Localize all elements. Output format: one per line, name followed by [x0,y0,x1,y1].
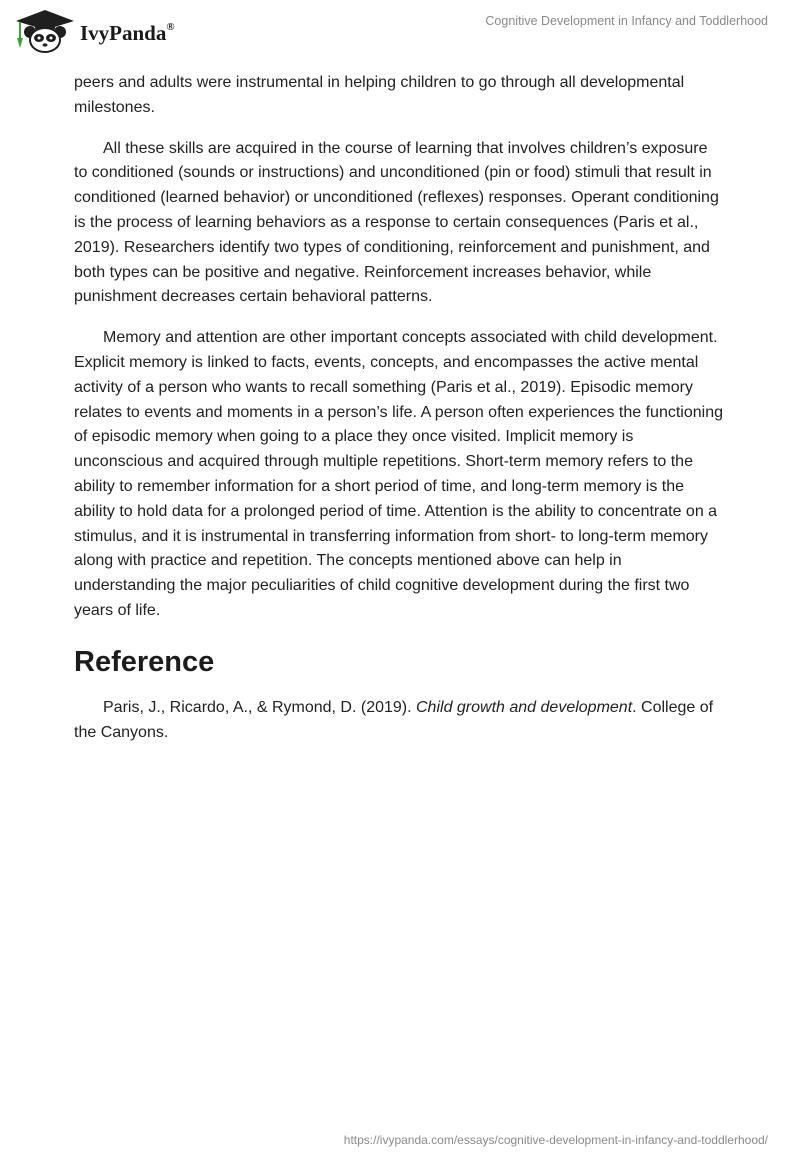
reference-authors: Paris, J., Ricardo, A., & Rymond, D. (2019). [103,698,416,716]
reference-entry [74,696,724,746]
panda-graduate-icon [14,8,76,54]
reference-title: Child growth and development [416,698,633,716]
registered-mark: ® [166,20,175,33]
reference-publisher: . College of the Canyons. [74,698,714,741]
brand-name: IvyPanda® [80,20,175,45]
body-paragraph: peers and adults were instrumental in helping children to go through all developmental milestones. [74,74,685,116]
body-paragraph: All these skills are acquired in the course of learning that involves children’s exposure to conditioned (sounds or instructions) and unconditioned (pin or food) stimuli that result in conditioned (learned behavior) or unconditioned (reflexes) responses. Operant conditioning is the process of learning behaviors as a response to certain consequences (Paris et al., 2019). Researchers identify two types of conditioning, reinforcement and punishment, and both types can be positive and negative. Reinforcement increases behavior, while punishment decreases certain behavioral patterns. [74,139,719,306]
source-url[interactable]: https://ivypanda.com/essays/cognitive-development-in-infancy-and-toddlerhood/ [343,1133,768,1147]
brand-logo[interactable] [14,8,175,54]
essay-body [74,71,724,761]
body-paragraph: Memory and attention are other important concepts associated with child development. Explicit memory is linked to facts, events, concepts, and encompasses the active mental activity of a person who wants to recall something (Paris et al., 2019). Episodic memory relates to events and moments in a person’s life. A person often experiences the functioning of episodic memory when going to a place they once visited. Implicit memory is unconscious and acquired through multiple repetitions. Short-term memory refers to the ability to remember information for a short period of time, and long-term memory is the ability to hold data for a prolonged period of time. Attention is the ability to concentrate on a stimulus, and it is instrumental in transferring information from short- to long-term memory along with practice and repetition. The concepts mentioned above can help in understanding the major peculiarities of child cognitive development during the first two years of life. [74,329,723,619]
reference-heading: Reference [74,645,215,678]
running-head-title: Cognitive Development in Infancy and Toddlerhood [485,14,768,28]
